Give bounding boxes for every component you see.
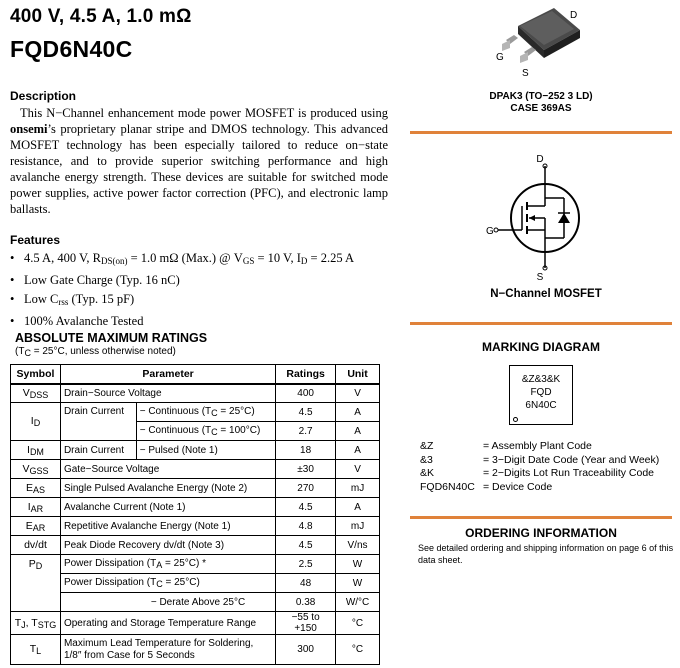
section-divider	[410, 516, 672, 519]
value-cell: 2.7	[276, 422, 336, 441]
value-cell: 4.5	[276, 536, 336, 555]
pin-g-label: G	[496, 52, 504, 63]
legend-row: FQD6N40C = Device Code	[420, 480, 553, 493]
value-cell: 4.5	[276, 498, 336, 517]
parameter-cell: Drain Current	[60, 441, 136, 460]
condition-cell: − Pulsed (Note 1)	[136, 441, 275, 460]
table-header-row	[11, 365, 380, 384]
table-row	[11, 498, 380, 517]
table-row	[11, 460, 380, 479]
features-list	[10, 249, 388, 331]
value-cell: 4.8	[276, 517, 336, 536]
symbol-cell: $T_L$	[11, 635, 61, 665]
description-title: Description	[10, 89, 77, 103]
features-title: Features	[10, 233, 61, 247]
condition-cell: − Continuous $(T_C = 25^\circ C)$	[136, 403, 275, 422]
col-header-ratings: Ratings	[276, 365, 336, 384]
value-cell: 270	[276, 479, 336, 498]
ratings-table	[10, 364, 380, 665]
table-row	[11, 635, 380, 665]
unit-cell: A	[336, 498, 380, 517]
unit-cell: V/ns	[336, 536, 380, 555]
table-row	[11, 593, 380, 612]
symbol-cell: $V_{GSS}$	[11, 460, 61, 479]
condition-cell: − Continuous $(T_C = 100^\circ C)$	[136, 422, 275, 441]
drain-label: D	[536, 154, 544, 165]
parameter-cell: Single Pulsed Avalanche Energy (Note 2)	[60, 479, 275, 498]
unit-cell: W/°C	[336, 593, 380, 612]
symbol-cell: $E_{AR}$	[11, 517, 61, 536]
value-cell: 48	[276, 574, 336, 593]
col-header-unit: Unit	[336, 365, 380, 384]
pin1-dot-icon	[513, 417, 518, 422]
table-row	[11, 612, 380, 635]
marking-box	[509, 365, 573, 425]
table-row	[11, 384, 380, 403]
parameter-cell: Operating and Storage Temperature Range	[60, 612, 275, 635]
marking-title: MARKING DIAGRAM	[482, 340, 600, 354]
unit-cell: mJ	[336, 517, 380, 536]
symbol-cell: dv/dt	[11, 536, 61, 555]
dpak-package-image	[492, 4, 592, 82]
parameter-cell: Drain Current	[60, 403, 136, 441]
symbol-cell: $I_{AR}$	[11, 498, 61, 517]
feature-item: • Low Gate Charge (Typ. 16 nC)	[10, 271, 388, 290]
table-row	[11, 517, 380, 536]
ratings-condition: ($T_C = 25^\circ C$, unless otherwise noted)	[15, 346, 176, 358]
mosfet-label: N−Channel MOSFET	[490, 288, 602, 300]
symbol-cell: $V_{DSS}$	[11, 384, 61, 403]
feature-item: • Low $C_{rss}$ (Typ. 15 pF)	[10, 290, 388, 312]
section-divider	[410, 322, 672, 325]
gate-label: G	[486, 226, 494, 237]
value-cell: 300	[276, 635, 336, 665]
parameter-cell: Gate−Source Voltage	[60, 460, 275, 479]
parameter-cell: Power Dissipation $(T_A = 25^\circ C)$ *	[60, 555, 275, 574]
unit-cell: A	[336, 441, 380, 460]
value-cell: 400	[276, 384, 336, 403]
part-number: FQD6N40C	[10, 36, 133, 62]
parameter-cell: Power Dissipation $(T_C = 25^\circ C)$	[60, 574, 275, 593]
marking-legend	[420, 440, 659, 494]
col-header-parameter: Parameter	[60, 365, 275, 384]
pin-d-label: D	[570, 10, 578, 21]
unit-cell: A	[336, 403, 380, 422]
unit-cell: V	[336, 384, 380, 403]
description-text: This N−Channel enhancement mode power MOSFET is produced using onsemi’s proprietary planar stripe and DMOS technology. This advanced MOSFET technology has been especially tailored to reduce on−state resistance, and to provide superior switching performance and high avalanche energy strength. These devices are suitable for switched mode power supplies, active power factor correction (PFC), and electronic lamp ballasts.	[10, 106, 388, 216]
source-label: S	[536, 272, 544, 283]
unit-cell: °C	[336, 612, 380, 635]
pin-s-label: S	[522, 68, 529, 79]
symbol-cell: $T_J$, $T_{STG}$	[11, 612, 61, 635]
legend-row: &K = 2−Digits Lot Run Traceability Code	[420, 467, 655, 479]
legend-row: &Z = Assembly Plant Code	[420, 440, 592, 452]
col-header-symbol: Symbol	[11, 365, 61, 384]
marking-line: FQD	[530, 387, 552, 398]
unit-cell: W	[336, 555, 380, 574]
parameter-cell: Repetitive Avalanche Energy (Note 1)	[60, 517, 275, 536]
left-column	[10, 0, 388, 331]
headline: 400 V, 4.5 A, 1.0 mΩ	[10, 6, 192, 27]
marking-line: 6N40C	[525, 400, 557, 411]
value-cell: 0.38	[276, 593, 336, 612]
symbol-cell: $P_D$	[11, 555, 61, 612]
symbol-cell: $E_{AS}$	[11, 479, 61, 498]
value-cell: ±30	[276, 460, 336, 479]
table-row	[11, 441, 380, 460]
unit-cell: W	[336, 574, 380, 593]
value-cell: 2.5	[276, 555, 336, 574]
parameter-cell: Peak Diode Recovery dv/dt (Note 3)	[60, 536, 275, 555]
mosfet-symbol	[482, 150, 602, 285]
unit-cell: °C	[336, 635, 380, 665]
parameter-cell: Avalanche Current (Note 1)	[60, 498, 275, 517]
table-row	[11, 536, 380, 555]
section-divider	[410, 131, 672, 134]
ordering-text: See detailed ordering and shipping information on page 6 of this data sheet.	[418, 543, 674, 565]
value-cell: −55 to +150	[276, 612, 336, 635]
parameter-cell: Drain−Source Voltage	[60, 384, 275, 403]
legend-row: &3 = 3−Digit Date Code (Year and Week)	[420, 453, 660, 466]
table-row	[11, 574, 380, 593]
table-row	[11, 555, 380, 574]
marking-line: &Z&3&K	[521, 374, 561, 385]
symbol-cell: $I_D$	[11, 403, 61, 441]
table-row	[11, 479, 380, 498]
table-row	[11, 403, 380, 422]
value-cell: 18	[276, 441, 336, 460]
symbol-cell: $I_{DM}$	[11, 441, 61, 460]
unit-cell: A	[336, 422, 380, 441]
feature-item: • 100% Avalanche Tested	[10, 312, 388, 331]
feature-item: • 4.5 A, 400 V, $R_{DS(on)} = 1.0$ mΩ (Max.) @ $V_{GS} = 10$ V, $I_D = 2.25$ A	[10, 249, 388, 271]
ordering-title: ORDERING INFORMATION	[465, 526, 617, 540]
ratings-title: ABSOLUTE MAXIMUM RATINGS	[15, 331, 208, 345]
value-cell: 4.5	[276, 403, 336, 422]
unit-cell: mJ	[336, 479, 380, 498]
parameter-cell: Maximum Lead Temperature for Soldering, 1/8″ from Case for 5 Seconds	[60, 635, 275, 665]
unit-cell: V	[336, 460, 380, 479]
package-label: DPAK3 (TO−252 3 LD) CASE 369AS	[489, 91, 593, 114]
parameter-cell: − Derate Above 25°C	[60, 593, 275, 612]
